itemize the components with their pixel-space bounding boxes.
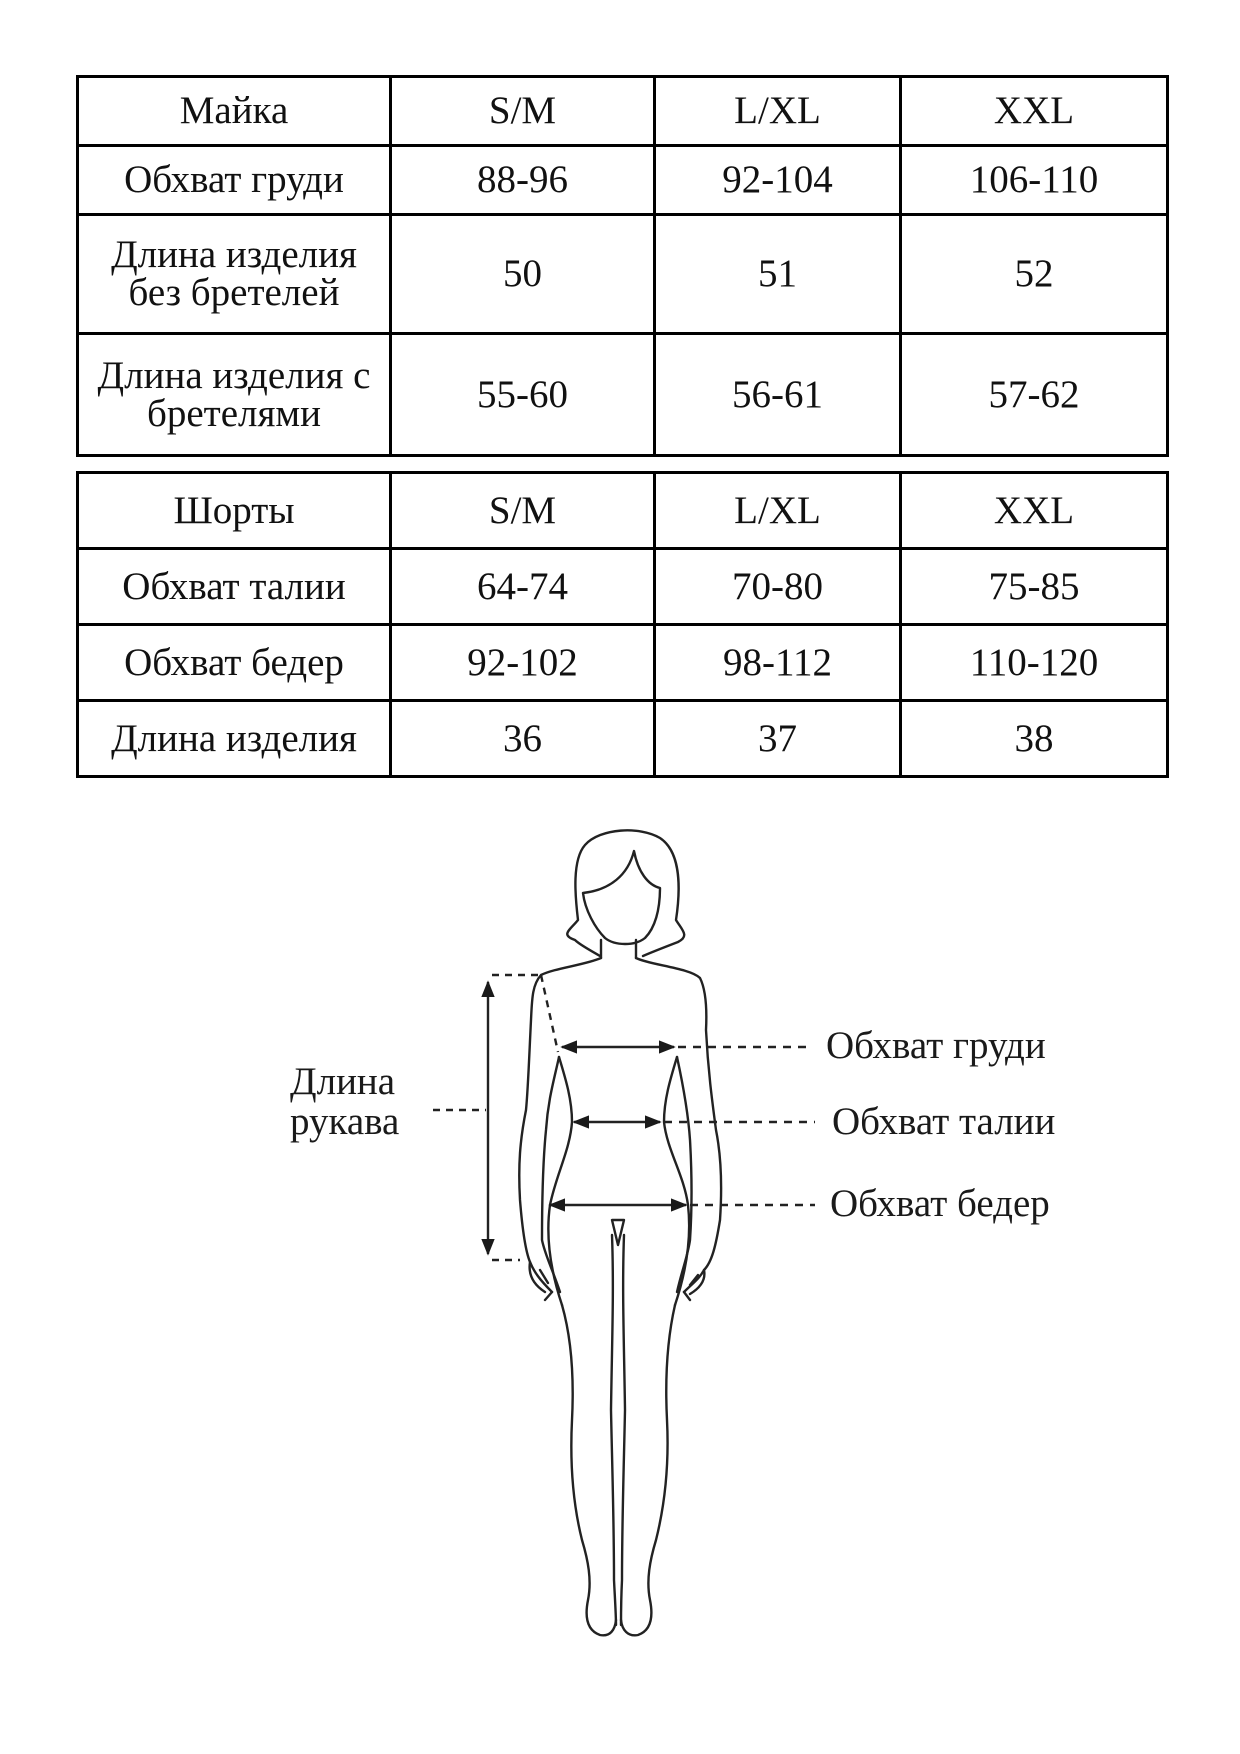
- value-cell: 92-104: [655, 146, 901, 215]
- value-cell: 98-112: [655, 625, 901, 701]
- row-label: [78, 215, 391, 334]
- value-cell: 51: [655, 215, 901, 334]
- value-cell: 106-110: [901, 146, 1168, 215]
- row-label: Длина изделия: [78, 701, 391, 777]
- waist-girth-label: Обхват талии: [832, 1100, 1056, 1143]
- value-cell: 75-85: [901, 549, 1168, 625]
- woman-silhouette-icon: [519, 830, 721, 1635]
- sleeve-length-label-line: рукава: [290, 1100, 400, 1143]
- header-cell-size-sm: S/M: [391, 473, 655, 549]
- table-row: [78, 334, 1168, 456]
- row-label: Обхват бедер: [78, 625, 391, 701]
- row-label-line: бретелями: [147, 391, 321, 435]
- table-row: [78, 701, 1168, 777]
- value-cell: 56-61: [655, 334, 901, 456]
- value-cell: 92-102: [391, 625, 655, 701]
- table-row: [78, 625, 1168, 701]
- table-header-row: [78, 77, 1168, 146]
- table-row: [78, 549, 1168, 625]
- header-cell-size-sm: S/M: [391, 77, 655, 146]
- value-cell: 110-120: [901, 625, 1168, 701]
- table-row: [78, 215, 1168, 334]
- tank-top-size-table: [76, 75, 1169, 457]
- hips-girth-label: Обхват бедер: [830, 1182, 1050, 1225]
- header-cell-product: Майка: [78, 77, 391, 146]
- header-cell-size-lxl: L/XL: [655, 77, 901, 146]
- girth-measure-arrows: [550, 1047, 815, 1205]
- row-label-line: Длина изделия: [111, 233, 357, 276]
- header-cell-size-lxl: L/XL: [655, 473, 901, 549]
- value-cell: 70-80: [655, 549, 901, 625]
- header-cell-product: Шорты: [78, 473, 391, 549]
- chest-girth-label: Обхват груди: [826, 1024, 1046, 1067]
- row-label-line: Длина изделия с: [97, 353, 371, 397]
- table-row: [78, 146, 1168, 215]
- header-cell-size-xxl: XXL: [901, 473, 1168, 549]
- sleeve-length-label-line: Длина: [290, 1060, 396, 1103]
- row-label-line: без бретелей: [128, 271, 340, 314]
- value-cell: 57-62: [901, 334, 1168, 456]
- value-cell: 37: [655, 701, 901, 777]
- value-cell: 50: [391, 215, 655, 334]
- row-label: Обхват талии: [78, 549, 391, 625]
- value-cell: 36: [391, 701, 655, 777]
- row-label: [78, 334, 391, 456]
- value-cell: 55-60: [391, 334, 655, 456]
- value-cell: 38: [901, 701, 1168, 777]
- sleeve-length-measure: [433, 975, 558, 1260]
- value-cell: 88-96: [391, 146, 655, 215]
- value-cell: 52: [901, 215, 1168, 334]
- header-cell-size-xxl: XXL: [901, 77, 1168, 146]
- value-cell: 64-74: [391, 549, 655, 625]
- row-label: Обхват груди: [78, 146, 391, 215]
- shorts-size-table: [76, 471, 1169, 778]
- table-header-row: [78, 473, 1168, 549]
- sleeve-length-label: [290, 1062, 399, 1142]
